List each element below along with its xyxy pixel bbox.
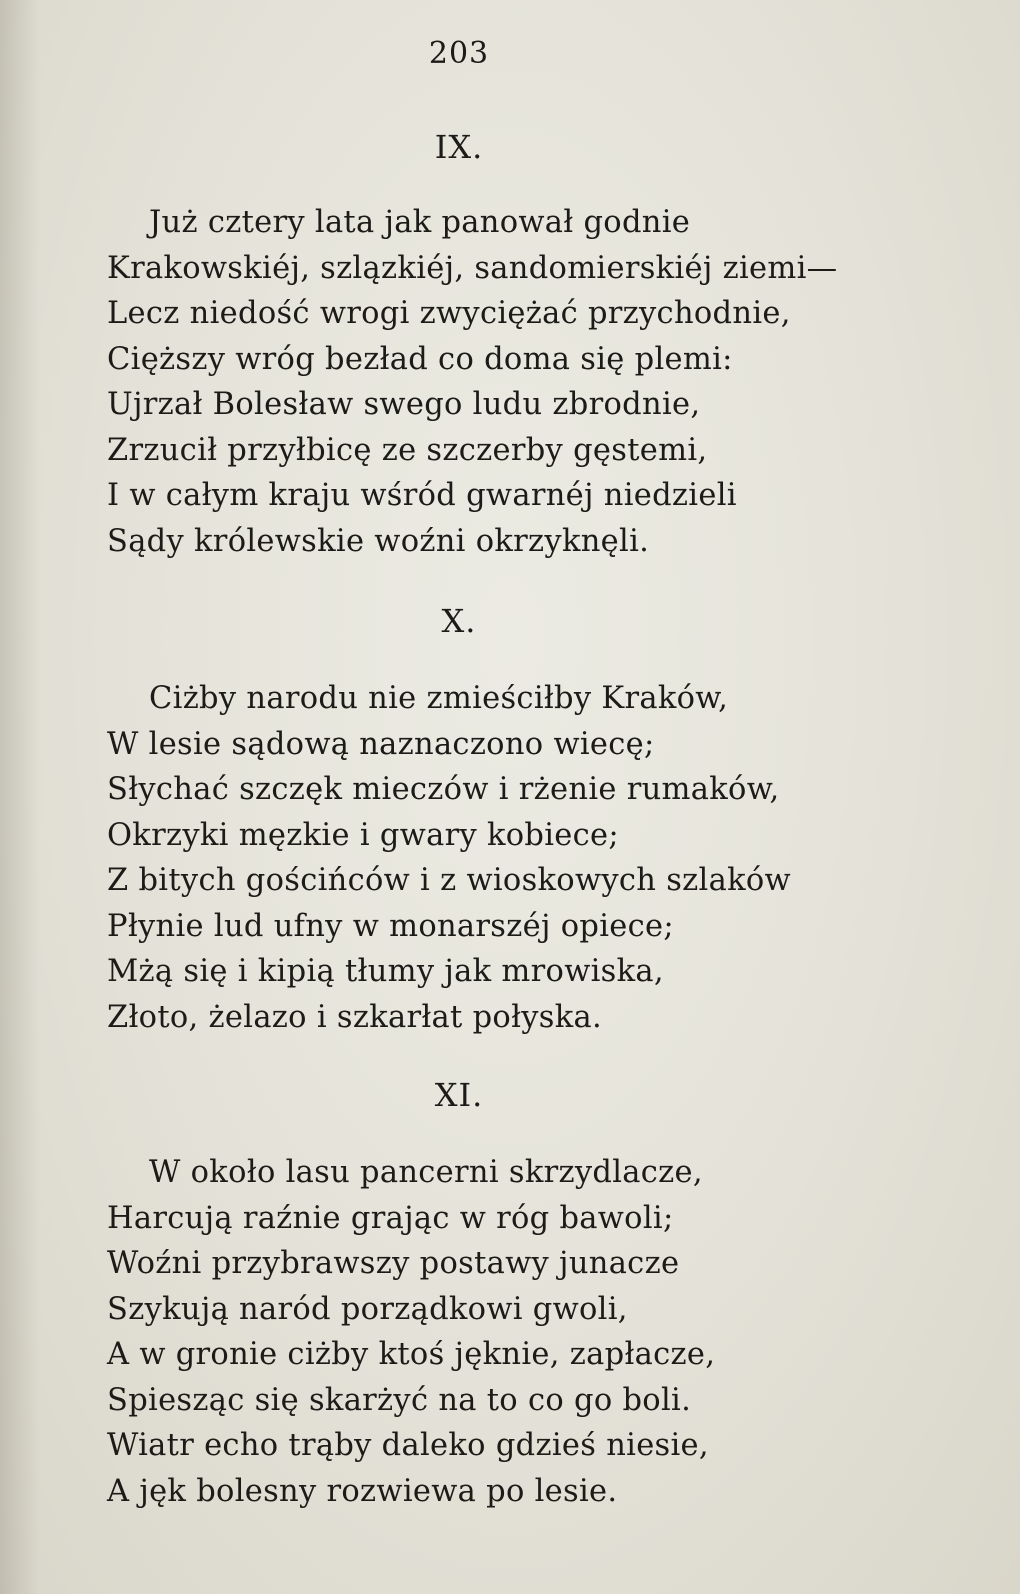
verse-line: Sądy królewskie woźni okrzyknęli. [107,523,650,559]
verse-line: Złoto, żelazo i szkarłat połyska. [107,999,602,1035]
verse-line: Szykują naród porządkowi gwoli, [107,1291,628,1327]
verse-line: Słychać szczęk mieczów i rżenie rumaków, [107,772,780,807]
stanza-heading-xi: XI. [434,1076,484,1114]
verse-line: Mżą się i kipią tłumy jak mrowiska, [107,954,664,989]
verse-line: A jęk bolesny rozwiewa po lesie. [107,1473,618,1509]
verse-line: Płynie lud ufny w monarszéj opiece; [107,908,674,944]
verse-line: W lesie sądową naznaczono wiecę; [107,726,655,762]
verse-line: Już cztery lata jak panował godnie [149,205,691,240]
verse-line: Krakowskiéj, szlązkiéj, sandomierskiéj ziemi— [107,250,838,286]
verse-line: Lecz niedość wrogi zwyciężać przychodnie, [107,296,791,331]
verse-line: Cięższy wróg bezład co doma się plemi: [107,341,733,377]
stanza-heading-x: X. [441,602,477,640]
verse-line: Spiesząc się skarżyć na to co go boli. [107,1382,692,1418]
verse-line: A w gronie ciżby ktoś jęknie, zapłacze, [107,1337,716,1372]
verse-line: Ujrzał Bolesław swego ludu zbrodnie, [107,387,701,422]
stanza-heading-ix: IX. [434,128,484,166]
verse-line: Z bitych gościńców i z wioskowych szlaków [107,863,791,898]
stanza-xi [107,1150,715,1514]
stanza-x [107,676,791,1040]
verse-line: Zrzucił przyłbicę ze szczerby gęstemi, [107,432,708,468]
verse-line: Wiatr echo trąby daleko gdzieś niesie, [107,1428,709,1463]
verse-line: Okrzyki męzkie i gwary kobiece; [107,817,619,853]
verse-line: Harcują raźnie grając w róg bawoli; [107,1200,674,1236]
verse-line: I w całym kraju wśród gwarnéj niedzieli [107,478,737,513]
stanza-ix [107,200,837,564]
verse-line: Woźni przybrawszy postawy junacze [107,1246,680,1281]
page-gutter-shadow [0,0,40,1594]
verse-line: W około lasu pancerni skrzydlacze, [149,1155,703,1190]
verse-line: Ciżby narodu nie zmieściłby Kraków, [149,681,729,716]
page-number: 203 [428,36,490,71]
